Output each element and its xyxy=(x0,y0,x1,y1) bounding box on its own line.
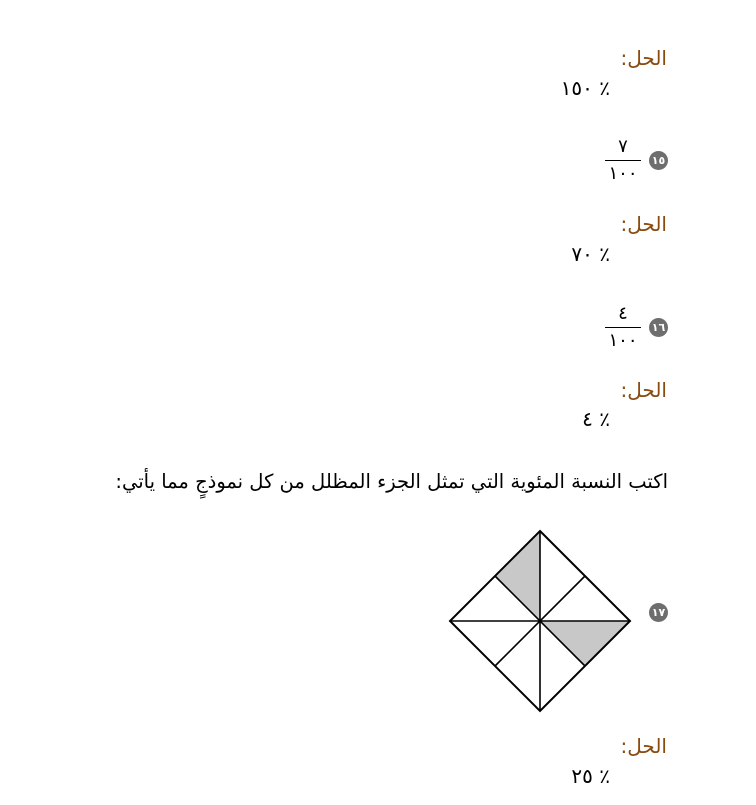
question-number-badge: ١٥ xyxy=(649,151,668,170)
fraction-bar xyxy=(605,327,641,328)
fraction xyxy=(605,136,641,185)
solution-label: الحل: xyxy=(620,46,667,70)
solution-answer: ٪ ٧٠ xyxy=(571,242,610,266)
shaded-triangle xyxy=(495,531,540,621)
fraction-denominator: ١٠٠ xyxy=(608,330,638,351)
fraction xyxy=(605,303,641,352)
solution-label: الحل: xyxy=(620,734,667,758)
fraction-numerator: ٧ xyxy=(618,136,628,157)
fraction-numerator: ٤ xyxy=(618,303,628,324)
solution-answer: ٪ ١٥٠ xyxy=(560,76,610,100)
shaded-triangle xyxy=(540,621,630,666)
solution-answer: ٪ ٤ xyxy=(582,407,610,431)
solution-answer: ٪ ٢٥ xyxy=(571,764,610,788)
solution-label: الحل: xyxy=(620,378,667,402)
shaded-square-model xyxy=(449,531,629,711)
fraction-bar xyxy=(605,160,641,161)
fraction-denominator: ١٠٠ xyxy=(608,163,638,184)
question-number-badge: ١٦ xyxy=(649,318,668,337)
question-number-badge: ١٧ xyxy=(649,603,668,622)
instruction-text: اكتب النسبة المئوية التي تمثل الجزء المظلل من كل نموذجٍ مما يأتي: xyxy=(115,470,668,493)
solution-label: الحل: xyxy=(620,212,667,236)
